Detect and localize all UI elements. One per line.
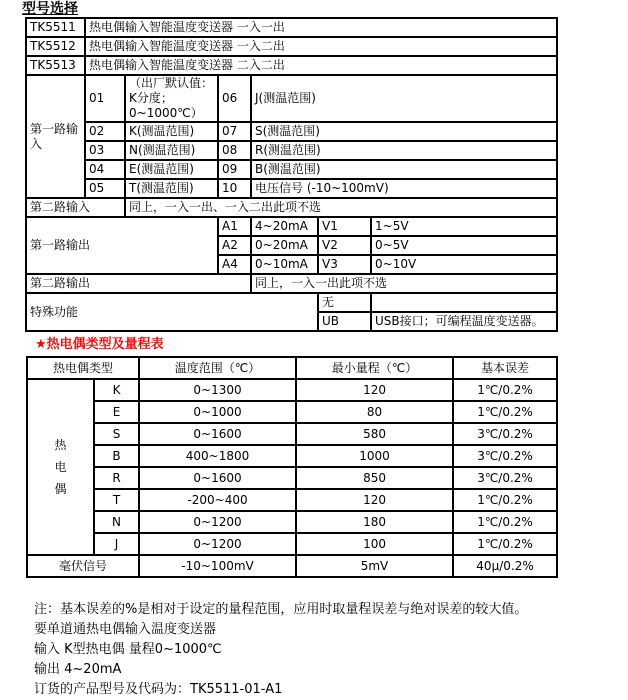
table-row [27,467,557,489]
table-row [27,445,557,467]
option-value: （出厂默认值：K分度；0~1000℃） [125,75,218,122]
tc-type: R [94,467,139,489]
note-line: 注：基本误差的%是相对于设定的量程范围，应用时取量程误差与绝对误差的较大值。 [34,602,528,617]
model-desc: 热电偶输入智能温度变送器 二入二出 [85,56,557,75]
model-row [26,56,557,75]
tc-type: E [94,401,139,423]
note-line: 输入 K型热电偶 量程0~1000℃ [34,642,222,657]
tc-error: 1℃/0.2% [453,401,557,423]
option-value: 0~5V [371,236,557,255]
mv-row [27,555,557,577]
option-value: S(测温范围) [251,122,557,141]
note-line: 输出 4~20mA [34,662,122,677]
model-selection-table [25,17,558,332]
model-row [26,37,557,56]
option-value: K(测温范围) [125,122,218,141]
input1-row [26,141,557,160]
tc-min-span: 180 [296,511,453,533]
table-row [27,379,557,401]
input1-row [26,179,557,198]
tc-type: T [94,489,139,511]
tc-min-span: 120 [296,379,453,401]
table-row [27,533,557,555]
output2-label: 第二路输出 [26,274,251,293]
option-code: 10 [218,179,251,198]
option-value: 电压信号 (-10~100mV) [251,179,557,198]
tc-type: 毫伏信号 [27,555,139,577]
tc-min-span: 5mV [296,555,453,577]
option-code: 01 [85,75,125,122]
tc-min-span: 580 [296,423,453,445]
tc-error: 1℃/0.2% [453,379,557,401]
model-code: TK5513 [26,56,85,75]
input1-row [26,122,557,141]
thermocouple-range-table [26,356,558,578]
model-code: TK5511 [26,18,85,37]
notes-block [34,600,628,700]
tc-range: 0~1200 [139,533,296,555]
section-heading-text: 热电偶类型及量程表 [46,337,164,352]
tc-type: J [94,533,139,555]
output2-row [26,274,557,293]
option-value [371,293,557,312]
option-code: 05 [85,179,125,198]
option-code: V3 [318,255,371,274]
column-header: 最小量程（℃） [296,357,453,379]
tc-error: 40μ/0.2% [453,555,557,577]
input1-row [26,160,557,179]
tc-range: 0~1600 [139,467,296,489]
input2-row [26,198,557,217]
tc-range: 0~1600 [139,423,296,445]
option-value: USB接口；可编程温度变送器。 [371,312,557,331]
option-code: UB [318,312,371,331]
output1-label: 第一路输出 [26,217,218,274]
option-code: A1 [218,217,251,236]
group-label: 热电偶 [54,438,67,496]
table-row [27,489,557,511]
option-value: J(测温范围) [251,75,557,122]
tc-error: 1℃/0.2% [453,533,557,555]
tc-min-span: 120 [296,489,453,511]
option-code: V1 [318,217,371,236]
group-label-cell [27,379,94,555]
note-line: 订货的产品型号及代码为：TK5511-01-A1 [34,682,283,697]
model-row [26,18,557,37]
table-row [27,423,557,445]
page-title: 型号选择 [22,1,78,17]
option-code: 04 [85,160,125,179]
option-value: N(测温范围) [125,141,218,160]
column-header: 温度范围（℃） [139,357,296,379]
tc-min-span: 100 [296,533,453,555]
tc-range: -200~400 [139,489,296,511]
option-code: V2 [318,236,371,255]
note-line: 要单道通热电偶输入温度变送器 [34,622,217,637]
tc-error: 3℃/0.2% [453,467,557,489]
option-code: 02 [85,122,125,141]
option-code: 08 [218,141,251,160]
tc-min-span: 1000 [296,445,453,467]
tc-error: 1℃/0.2% [453,489,557,511]
option-code: 09 [218,160,251,179]
option-value: 1~5V [371,217,557,236]
tc-error: 3℃/0.2% [453,423,557,445]
input2-value: 同上，一入一出、一入二出此项不选 [125,198,557,217]
special-row [26,293,557,312]
special-label: 特殊功能 [26,293,318,331]
option-code: 06 [218,75,251,122]
tc-type: B [94,445,139,467]
option-code: 03 [85,141,125,160]
option-value: T(测温范围) [125,179,218,198]
tc-range: -10~100mV [139,555,296,577]
input1-label: 第一路输入 [26,75,85,198]
option-value: 4~20mA [251,217,318,236]
option-value: E(测温范围) [125,160,218,179]
option-value: 0~20mA [251,236,318,255]
option-code: A2 [218,236,251,255]
tc-error: 1℃/0.2% [453,511,557,533]
tc-range: 0~1000 [139,401,296,423]
option-code: A4 [218,255,251,274]
option-code: 07 [218,122,251,141]
option-value: R(测温范围) [251,141,557,160]
tc-range: 400~1800 [139,445,296,467]
input1-row [26,75,557,122]
star-icon: ★ [35,337,47,352]
option-value: 0~10mA [251,255,318,274]
option-value: B(测温范围) [251,160,557,179]
tc-min-span: 80 [296,401,453,423]
column-header: 基本误差 [453,357,557,379]
tc-type: N [94,511,139,533]
tc-range: 0~1200 [139,511,296,533]
table-row [27,511,557,533]
output2-value: 同上，一入一出此项不选 [251,274,557,293]
model-code: TK5512 [26,37,85,56]
table-row [27,401,557,423]
output1-row [26,217,557,236]
tc-error: 3℃/0.2% [453,445,557,467]
tc-min-span: 850 [296,467,453,489]
model-desc: 热电偶输入智能温度变送器 一入一出 [85,18,557,37]
option-code: 无 [318,293,371,312]
model-desc: 热电偶输入智能温度变送器 一入二出 [85,37,557,56]
tc-type: S [94,423,139,445]
column-header: 热电偶类型 [27,357,139,379]
section-heading [35,338,628,352]
option-value: 0~10V [371,255,557,274]
tc-type: K [94,379,139,401]
tc-range: 0~1300 [139,379,296,401]
input2-label: 第二路输入 [26,198,125,217]
header-row [27,357,557,379]
